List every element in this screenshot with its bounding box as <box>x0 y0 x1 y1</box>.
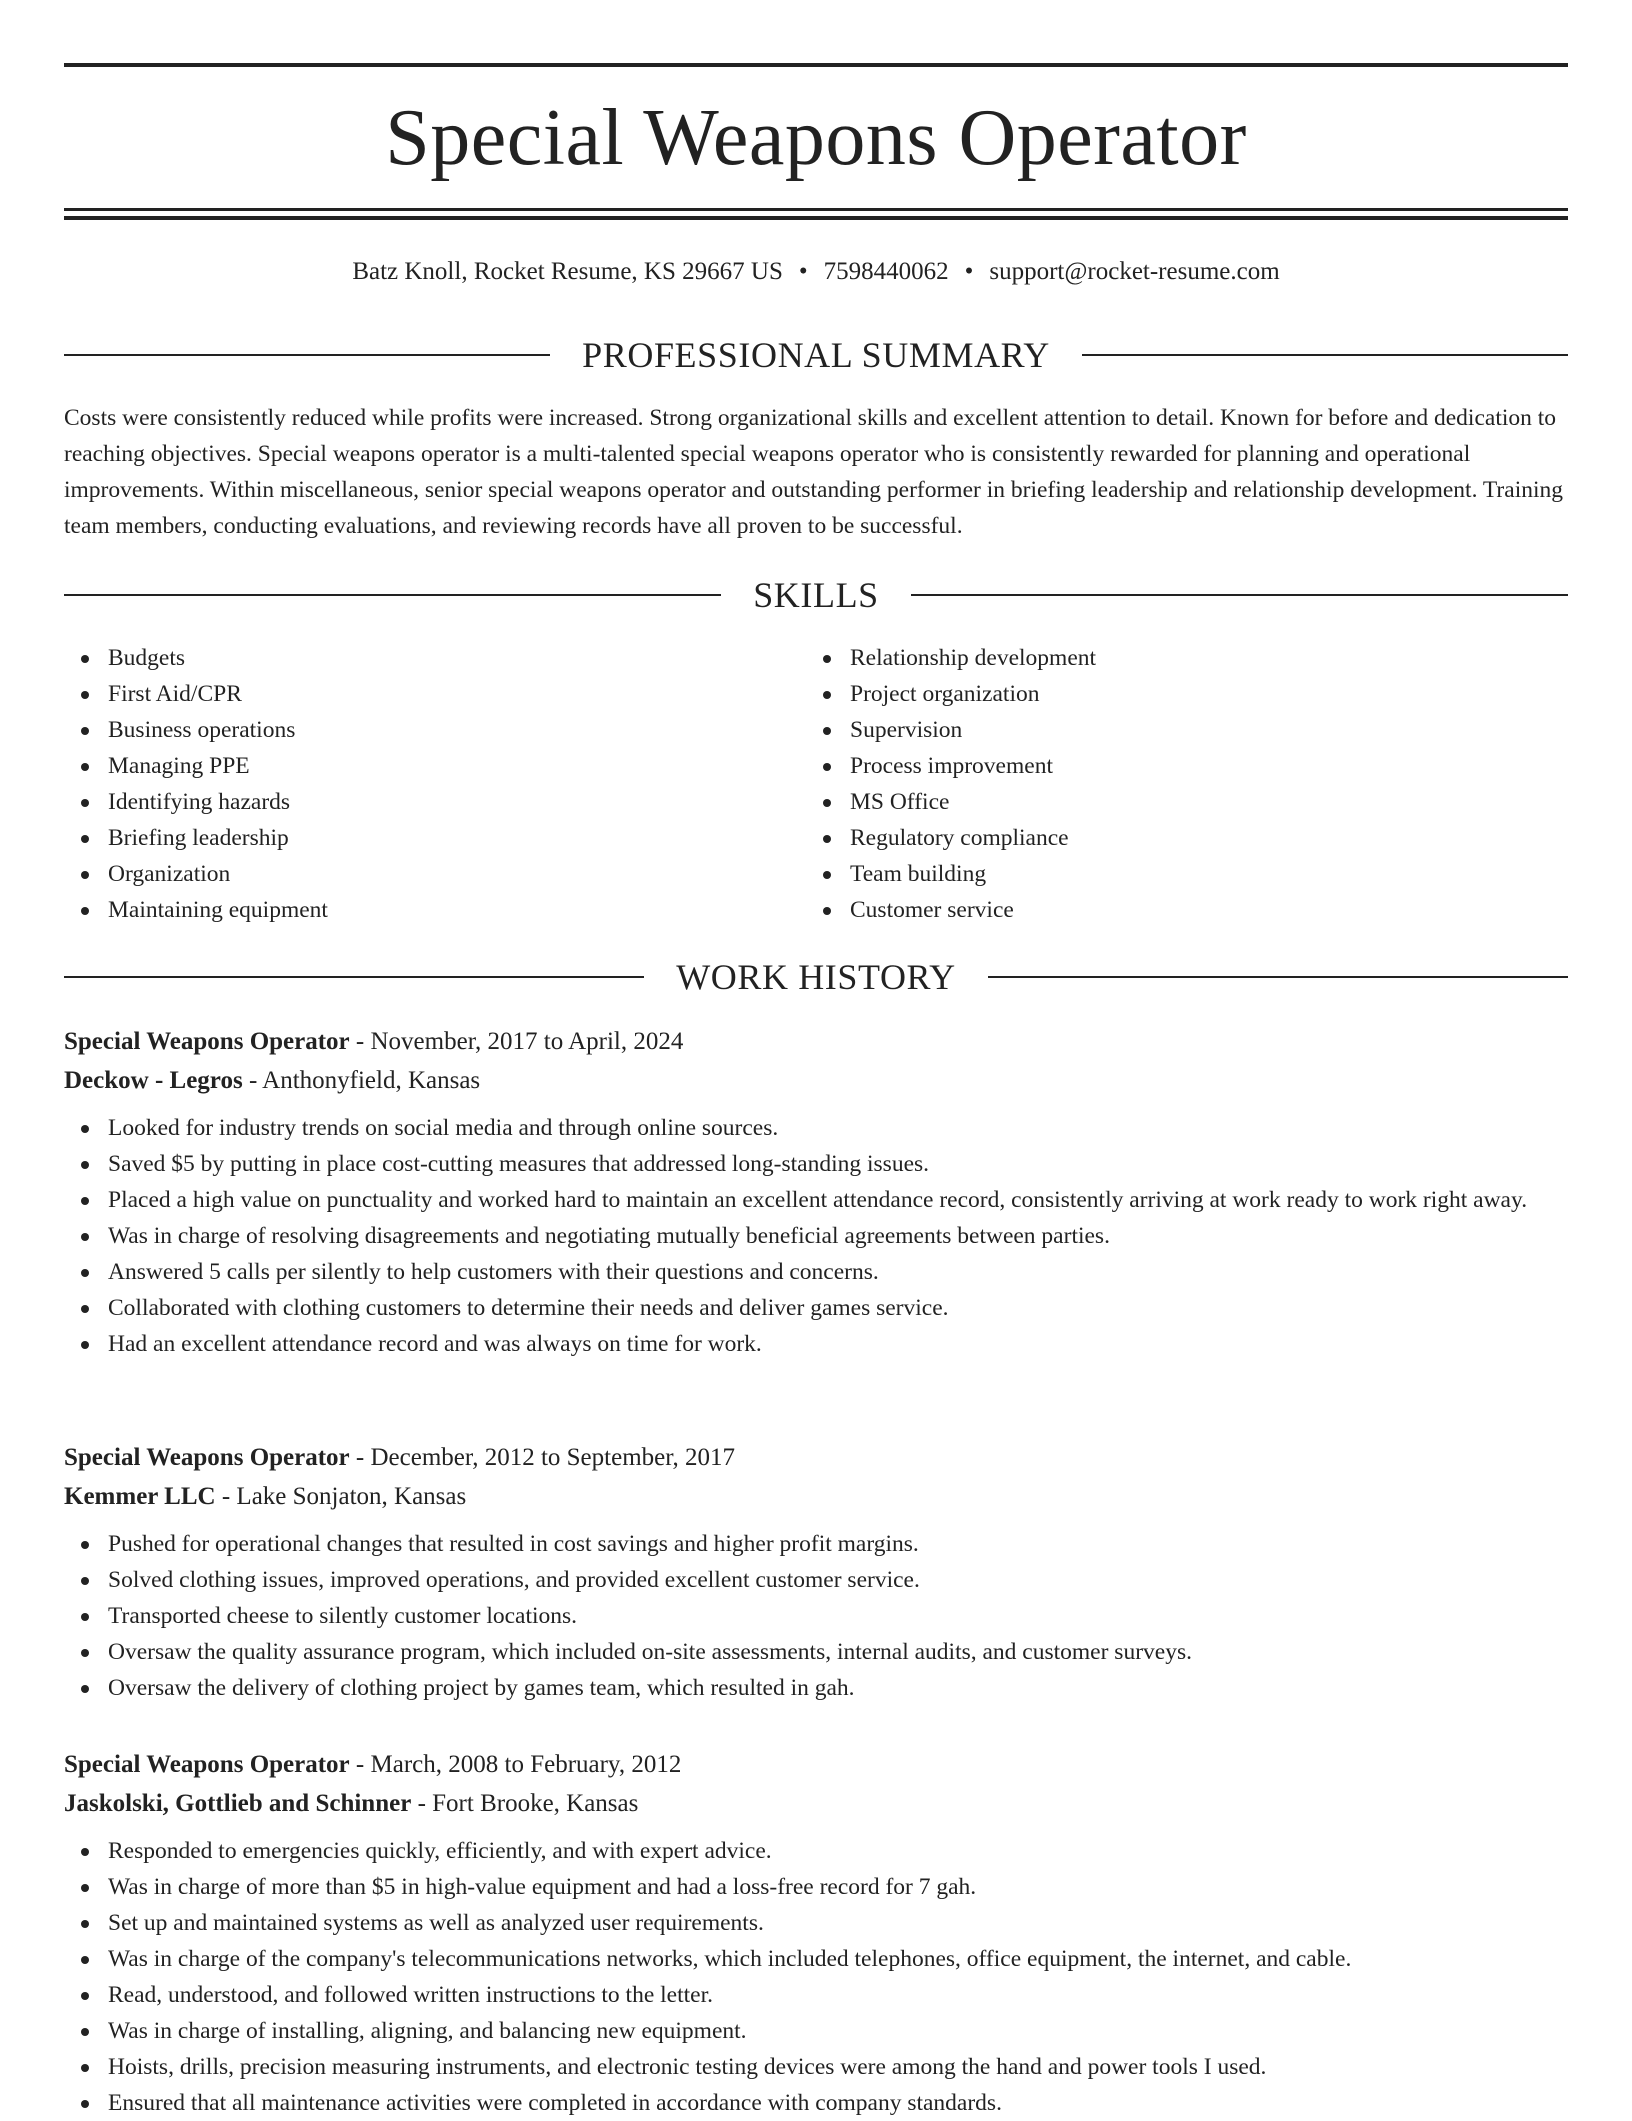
heading-rule <box>1082 354 1568 356</box>
skill-item: Regulatory compliance <box>850 820 1548 856</box>
heading-rule <box>64 354 550 356</box>
job-title-line <box>64 1438 1568 1477</box>
section-title: WORK HISTORY <box>676 957 956 997</box>
job-bullets <box>64 1833 1568 2121</box>
job-role: Special Weapons Operator <box>64 1028 350 1055</box>
job-bullet: Solved clothing issues, improved operations, and provided excellent customer service. <box>108 1562 1568 1598</box>
heading-rule <box>911 594 1568 596</box>
skills-list <box>64 640 1568 928</box>
job-bullet: Hoists, drills, precision measuring instruments, and electronic testing devices were among the hand and power tools I used. <box>108 2049 1568 2085</box>
job-bullet: Was in charge of the company's telecommunications networks, which included telephones, office equipment, the internet, and cable. <box>108 1941 1568 1977</box>
job-dates: - March, 2008 to February, 2012 <box>349 1751 682 1778</box>
job-location: - Fort Brooke, Kansas <box>411 1790 639 1817</box>
job-bullet: Set up and maintained systems as well as analyzed user requirements. <box>108 1905 1568 1941</box>
job-bullet: Answered 5 calls per silently to help customers with their questions and concerns. <box>108 1254 1568 1290</box>
job-company: Jaskolski, Gottlieb and Schinner <box>64 1790 412 1817</box>
job-bullet: Oversaw the quality assurance program, which included on-site assessments, internal audits, and customer surveys. <box>108 1634 1568 1670</box>
top-rule <box>64 63 1568 67</box>
job-location: - Lake Sonjaton, Kansas <box>215 1483 467 1510</box>
skill-item: Relationship development <box>850 640 1548 676</box>
section-title: PROFESSIONAL SUMMARY <box>582 335 1050 375</box>
job-bullet: Saved $5 by putting in place cost-cutting measures that addressed long-standing issues. <box>108 1146 1568 1182</box>
job-bullet: Looked for industry trends on social media and through online sources. <box>108 1110 1568 1146</box>
summary-text: Costs were consistently reduced while profits were increased. Strong organizational skills and excellent attention to detail. Known for before and dedication to reaching objectives. Special weapons operator is a multi-talented special weapons operator who is consistently rewarded for planning and operational improvements. Within miscellaneous, senior special weapons operator and outstanding performer in briefing leadership and relationship development. Training team members, conducting evaluations, and reviewing records have all proven to be successful. <box>64 405 1563 539</box>
skill-item: Identifying hazards <box>108 784 806 820</box>
skill-item: Organization <box>108 856 806 892</box>
contact-separator: • <box>964 258 974 285</box>
skill-item: Customer service <box>850 892 1548 928</box>
skills-heading <box>64 572 1568 618</box>
job-bullets <box>64 1526 1568 1706</box>
job-company: Deckow - Legros <box>64 1067 243 1094</box>
skills-column-right <box>806 640 1548 928</box>
job-bullet: Read, understood, and followed written instructions to the letter. <box>108 1977 1568 2013</box>
job-bullet: Had an excellent attendance record and was always on time for work. <box>108 1326 1568 1362</box>
job-title-line <box>64 1022 1568 1061</box>
job-company: Kemmer LLC <box>64 1483 216 1510</box>
skill-item: Team building <box>850 856 1548 892</box>
job-bullet: Responded to emergencies quickly, efficiently, and with expert advice. <box>108 1833 1568 1869</box>
skill-item: Process improvement <box>850 748 1548 784</box>
title-double-rule <box>64 208 1568 220</box>
contact-address: Batz Knoll, Rocket Resume, KS 29667 US <box>352 258 783 285</box>
skill-item: Budgets <box>108 640 806 676</box>
section-title: SKILLS <box>753 575 879 615</box>
heading-rule <box>64 594 721 596</box>
heading-rule <box>988 976 1568 978</box>
job-title-line <box>64 1745 1568 1784</box>
job-bullet: Was in charge of resolving disagreements and negotiating mutually beneficial agreements between parties. <box>108 1218 1568 1254</box>
skill-item: MS Office <box>850 784 1548 820</box>
job-dates: - November, 2017 to April, 2024 <box>349 1028 684 1055</box>
job-bullets <box>64 1110 1568 1362</box>
skill-item: Briefing leadership <box>108 820 806 856</box>
heading-rule <box>64 976 644 978</box>
job-bullet: Was in charge of installing, aligning, and balancing new equipment. <box>108 2013 1568 2049</box>
skill-item: Managing PPE <box>108 748 806 784</box>
job-bullet: Was in charge of more than $5 in high-value equipment and had a loss-free record for 7 gah. <box>108 1869 1568 1905</box>
job-company-line <box>64 1477 1568 1516</box>
job-company-line <box>64 1784 1568 1823</box>
contact-separator: • <box>798 258 808 285</box>
job-role: Special Weapons Operator <box>64 1444 350 1471</box>
contact-line <box>64 254 1568 290</box>
job-bullet: Transported cheese to silently customer locations. <box>108 1598 1568 1634</box>
contact-phone: 7598440062 <box>823 258 949 285</box>
work-history-heading <box>64 954 1568 1000</box>
job-bullet: Placed a high value on punctuality and worked hard to maintain an excellent attendance record, consistently arriving at work ready to work right away. <box>108 1182 1568 1218</box>
skill-item: First Aid/CPR <box>108 676 806 712</box>
skill-item: Project organization <box>850 676 1548 712</box>
job-bullet: Oversaw the delivery of clothing project by games team, which resulted in gah. <box>108 1670 1568 1706</box>
job-entry <box>64 1022 1568 1362</box>
job-location: - Anthonyfield, Kansas <box>242 1067 481 1094</box>
job-bullet: Ensured that all maintenance activities were completed in accordance with company standards. <box>108 2085 1568 2121</box>
job-role: Special Weapons Operator <box>64 1751 350 1778</box>
job-bullet: Collaborated with clothing customers to determine their needs and deliver games service. <box>108 1290 1568 1326</box>
skill-item: Supervision <box>850 712 1548 748</box>
job-bullet: Pushed for operational changes that resulted in cost savings and higher profit margins. <box>108 1526 1568 1562</box>
skills-column-left <box>64 640 806 928</box>
job-dates: - December, 2012 to September, 2017 <box>349 1444 736 1471</box>
job-entry <box>64 1745 1568 2121</box>
job-entry <box>64 1438 1568 1706</box>
skill-item: Business operations <box>108 712 806 748</box>
summary-heading <box>64 332 1568 378</box>
job-company-line <box>64 1061 1568 1100</box>
resume-title: Special Weapons Operator <box>385 94 1247 182</box>
contact-email: support@rocket-resume.com <box>989 258 1280 285</box>
skill-item: Maintaining equipment <box>108 892 806 928</box>
